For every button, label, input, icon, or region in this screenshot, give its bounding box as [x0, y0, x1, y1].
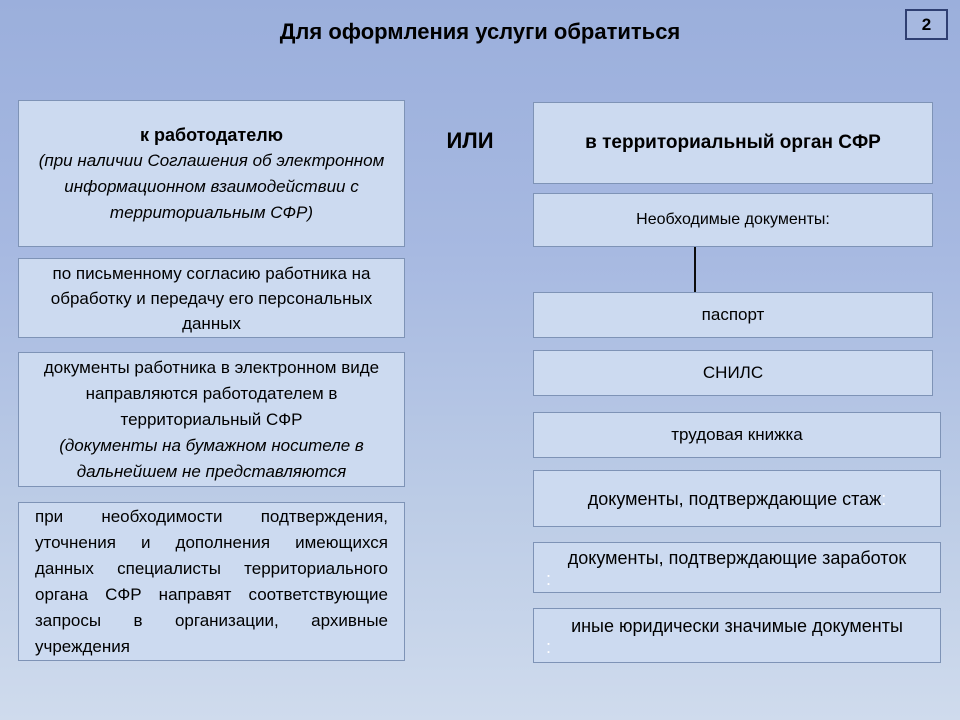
electronic-docs-text: документы работника в электронном виде направляются работодателем в территориальный СФР — [43, 357, 380, 429]
document-experience-text: документы, подтверждающие стаж — [587, 488, 882, 509]
document-work-record-text: трудовая книжка — [671, 425, 803, 444]
document-experience-colon: : — [881, 488, 887, 509]
consent-box — [18, 258, 405, 338]
document-other-legal-text: иные юридически значимые документы — [571, 615, 903, 636]
document-earnings-text: документы, подтверждающие заработок — [567, 547, 907, 568]
document-snils-text: СНИЛС — [702, 363, 764, 382]
electronic-docs-box — [18, 352, 405, 487]
document-other-legal-colon: : — [546, 636, 552, 657]
required-documents-header-box — [533, 193, 933, 247]
employer-box-note: (при наличии Соглашения об электронном информационном взаимодействии с территориальным СФР) — [38, 150, 385, 222]
page-number: 2 — [921, 14, 932, 34]
document-box-other-legal — [533, 608, 941, 663]
document-box-passport — [533, 292, 933, 338]
slide-title: Для оформления услуги обратиться — [279, 19, 681, 44]
document-box-snils — [533, 350, 933, 396]
connector-line — [694, 247, 696, 292]
page-number-badge — [905, 9, 948, 40]
consent-box-text: по письменному согласию работника на обработку и передачу его персональных данных — [50, 263, 373, 333]
clarification-requests-text: при необходимости подтверждения, уточнения и дополнения имеющихся данных специалисты территориального органа СФР направят соответствующие запросы в организации, архивные учреждения — [35, 506, 388, 656]
employer-box-title: к работодателю — [139, 124, 284, 145]
document-box-work-record — [533, 412, 941, 458]
sfr-office-text: в территориальный орган СФР — [585, 132, 881, 153]
required-documents-header-text: Необходимые документы: — [636, 211, 830, 228]
employer-box — [18, 100, 405, 247]
document-passport-text: паспорт — [701, 305, 765, 324]
electronic-docs-note: (документы на бумажном носителе в дальнейшем не представляются — [59, 435, 364, 481]
document-box-earnings — [533, 542, 941, 593]
sfr-office-box — [533, 102, 933, 184]
clarification-requests-box — [18, 502, 405, 661]
document-box-experience — [533, 470, 941, 527]
document-earnings-colon: : — [546, 568, 552, 589]
or-label: ИЛИ — [446, 128, 494, 153]
